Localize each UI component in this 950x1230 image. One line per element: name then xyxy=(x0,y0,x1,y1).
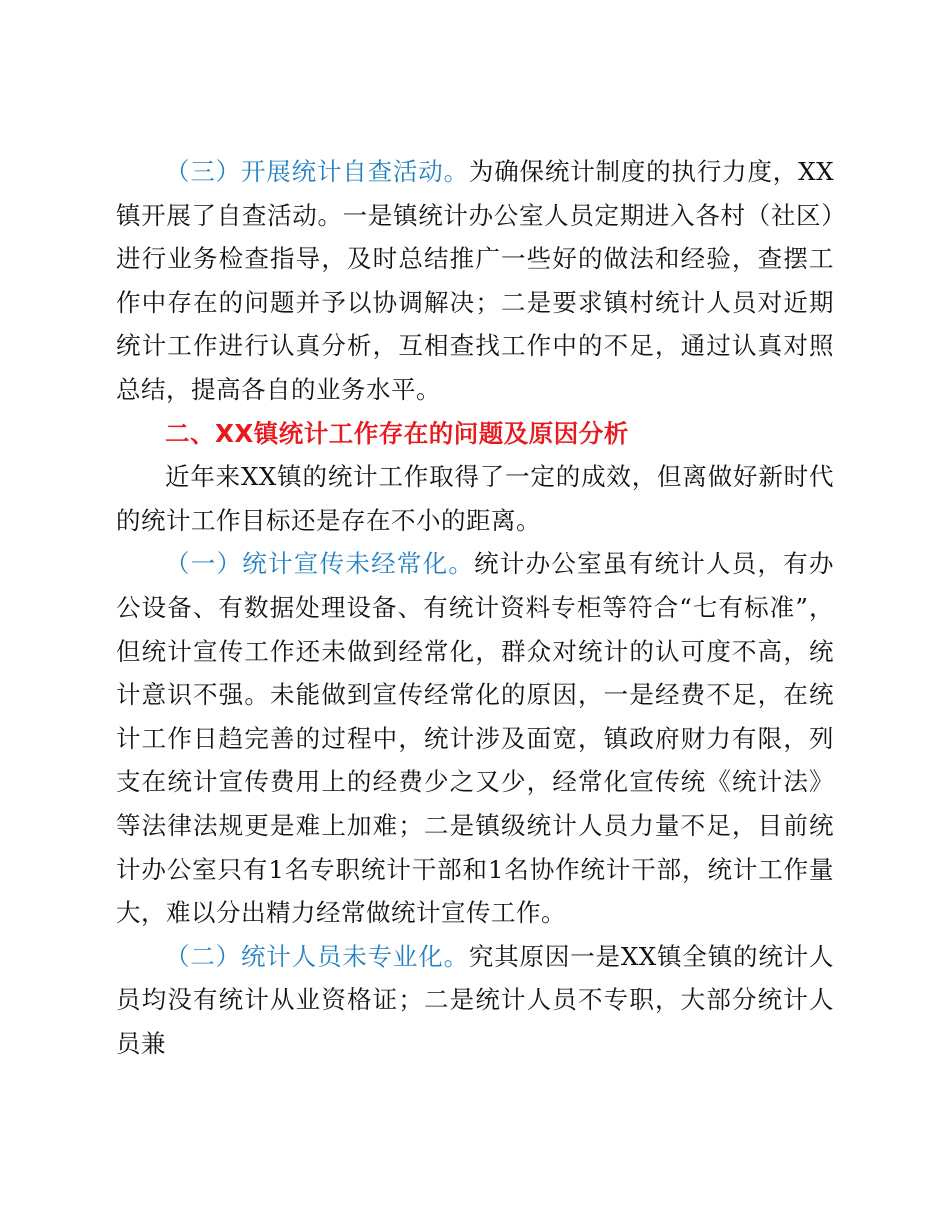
paragraph-publicity xyxy=(116,542,834,934)
paragraph-self-inspection xyxy=(116,150,834,412)
subheading-self-inspection: （三）开展统计自查活动。 xyxy=(165,157,469,186)
paragraph-text: 究其原因一是XX镇全镇的统计人员均没有统计从业资格证；二是统计人员不专职，大部分统计人员兼 xyxy=(116,941,835,1058)
paragraph-text: 统计办公室虽有统计人员，有办公设备、有数据处理设备、有统计资料专柜等符合“七有标准”，但统计宣传工作还未做到经常化，群众对统计的认可度不高，统计意识不强。未能做到宣传经常化的原因，一是经费不足，在统计工作日趋完善的过程中，统计涉及面宽，镇政府财力有限，列支在统计宣传费用上的经费少之又少，经常化宣传统《统计法》等法律法规更是难上加难；二是镇级统计人员力量不足，目前统计办公室只有1名专职统计干部和1名协作统计干部，统计工作量大，难以分出精力经常做统计宣传工作。 xyxy=(116,549,835,928)
document-body xyxy=(116,150,834,1065)
subheading-staff: （二）统计人员未专业化。 xyxy=(165,941,469,971)
paragraph-text: 为确保统计制度的执行力度，XX镇开展了自查活动。一是镇统计办公室人员定期进入各村（社区）进行业务检查指导，及时总结推广一些好的做法和经验，查摆工作中存在的问题并予以协调解决；二是要求镇村统计人员对近期统计工作进行认真分析，互相查找工作中的不足，通过认真对照总结，提高各自的业务水平。 xyxy=(116,157,835,404)
paragraph-staff xyxy=(116,935,834,1066)
paragraph-intro: 近年来XX镇的统计工作取得了一定的成效，但离做好新时代的统计工作目标还是存在不小的距离。 xyxy=(116,462,834,535)
subheading-publicity: （一）统计宣传未经常化。 xyxy=(165,549,475,579)
section-heading-problems: 二、XX镇统计工作存在的问题及原因分析 xyxy=(165,418,629,448)
